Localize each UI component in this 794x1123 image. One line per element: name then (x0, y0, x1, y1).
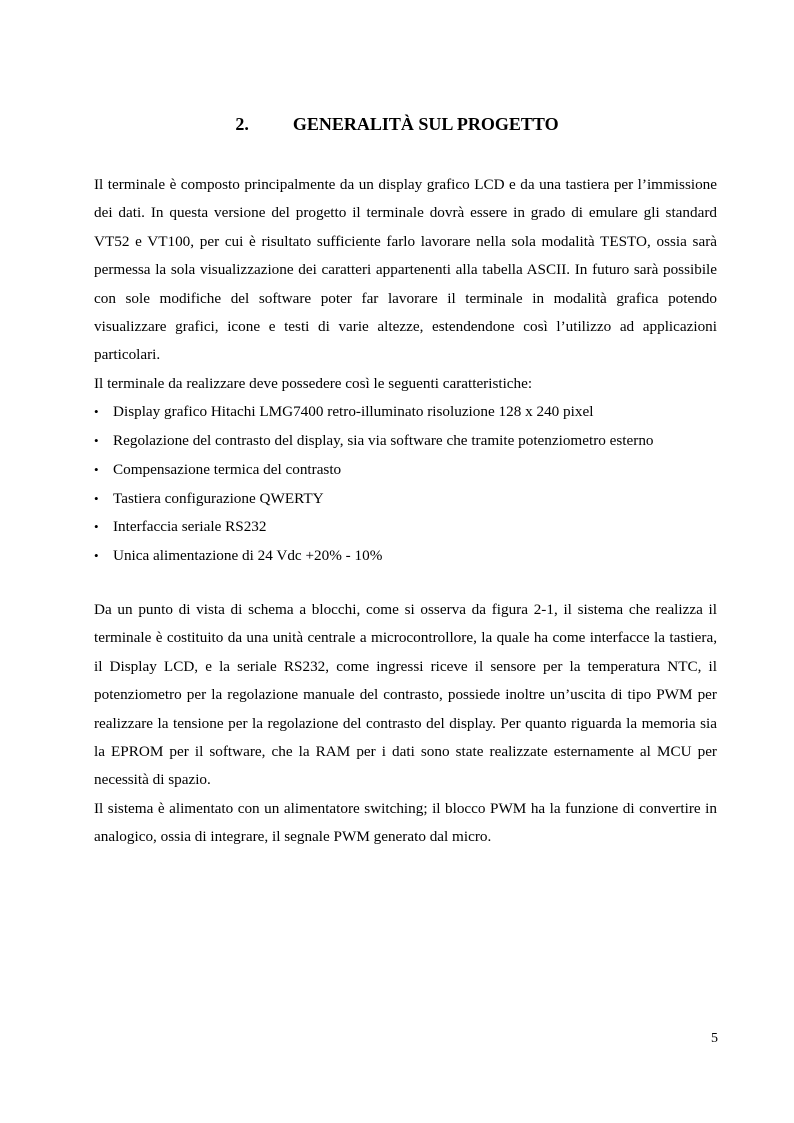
block-diagram-paragraph: Da un punto di vista di schema a blocchi, come si osserva da figura 2-1, il sistema che realizza il terminale è costituito da una unità centrale a microcontrollore, la quale ha come interfacce la tastiera, il Display LCD, e la seriale RS232, come ingressi riceve il sensore per la temperatura NTC, il potenziometro per la regolazione manuale del contrasto, possiede inoltre un’uscita di tipo PWM per realizzare la tensione per la regolazione del contrasto del display. Per quanto riguarda la memoria sia la EPROM per il software, che la RAM per i dati sono state realizzate esternamente al MCU per necessità di spazio. (94, 601, 717, 789)
section-number: 2. (235, 114, 249, 134)
bullet-icon: • (94, 519, 99, 535)
feature-text: Tastiera configurazione QWERTY (113, 489, 324, 507)
page-number: 5 (711, 1031, 718, 1046)
feature-text: Display grafico Hitachi LMG7400 retro-illuminato risoluzione 128 x 240 pixel (113, 403, 594, 421)
feature-text: Compensazione termica del contrasto (113, 460, 342, 478)
intro-block (94, 171, 717, 571)
bullet-icon: • (94, 461, 99, 477)
intro-paragraph: Il terminale è composto principalmente da un display grafico LCD e da una tastiera per l’immissione dei dati. In questa versione del progetto il terminale dovrà essere in grado di emulare gli standard VT52 e VT100, per cui è risultato sufficiente farlo lavorare nella sola modalità TESTO, ossia sarà permessa la sola visualizzazione dei caratteri appartenenti alla tabella ASCII. In futuro sarà possibile con sole modifiche del software poter far lavorare il terminale in modalità grafica potendo visualizzare grafici, icone e testi di varie altezze, estendendone così l’utilizzo ad applicazioni particolari. (94, 176, 717, 364)
bullet-icon: • (94, 404, 99, 420)
bullet-icon: • (94, 490, 99, 506)
feature-item (94, 513, 717, 542)
feature-item (94, 456, 717, 485)
feature-list (94, 398, 717, 571)
block-diagram-section (94, 596, 717, 852)
features-intro: Il terminale da realizzare deve possedere così le seguenti caratteristiche: (94, 374, 533, 392)
power-paragraph: Il sistema è alimentato con un alimentatore switching; il blocco PWM ha la funzione di convertire in analogico, ossia di integrare, il segnale PWM generato dal micro. (94, 799, 717, 846)
section-heading (0, 113, 794, 135)
bullet-icon: • (94, 548, 99, 564)
feature-text: Interfaccia seriale RS232 (113, 518, 267, 536)
feature-item (94, 427, 717, 456)
feature-item (94, 542, 717, 571)
feature-item (94, 398, 717, 427)
section-title: GENERALITÀ SUL PROGETTO (292, 114, 559, 134)
feature-text: Regolazione del contrasto del display, sia via software che tramite potenziometro esterno (113, 432, 654, 450)
feature-item (94, 485, 717, 514)
feature-text: Unica alimentazione di 24 Vdc +20% - 10% (113, 547, 383, 565)
bullet-icon: • (94, 433, 99, 449)
